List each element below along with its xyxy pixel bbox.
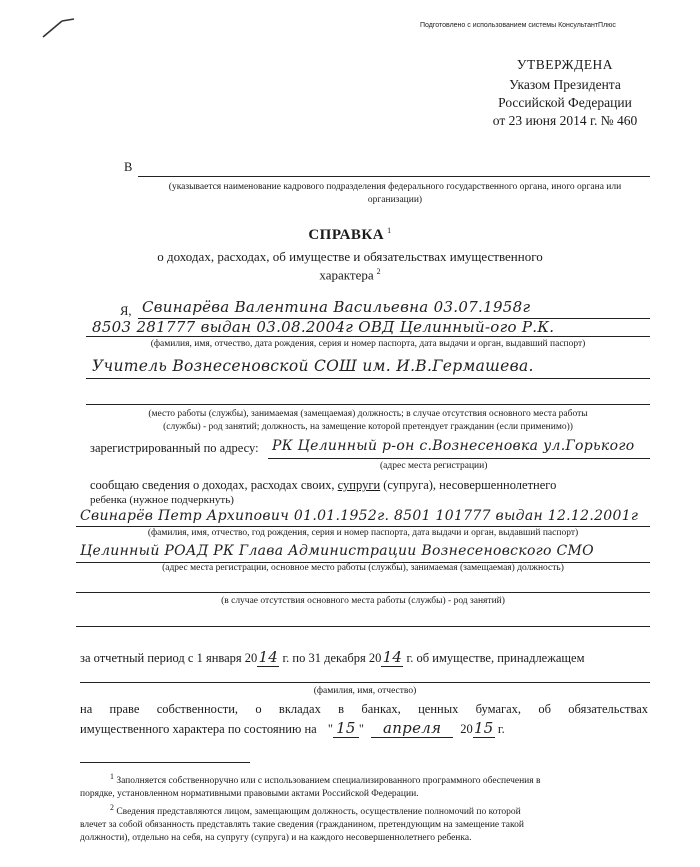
declarant-caption-2-line-1: (место работы (службы), занимаемая (замещаемая) должность; в случае отсутствия основного места работы bbox=[148, 409, 588, 419]
spouse-text-part-a: сообщаю сведения о доходах, расходах своих, bbox=[90, 478, 335, 492]
spouse-line-1 bbox=[76, 526, 650, 527]
addressee-caption: (указывается наименование кадрового подразделения федерального государственного органа, иного органа или организации) bbox=[168, 182, 622, 205]
quote-open: " bbox=[327, 722, 333, 736]
period-line bbox=[80, 648, 652, 667]
address-label: зарегистрированный по адресу: bbox=[90, 441, 259, 455]
period-year-to-handwritten: 14 bbox=[382, 648, 403, 666]
address-line bbox=[268, 458, 650, 459]
doc-subtitle-2 bbox=[0, 267, 700, 283]
spouse-text-line-1 bbox=[90, 478, 650, 493]
address-handwritten: РК Целинный р-он с.Вознесеновка ул.Горького bbox=[272, 438, 635, 454]
doc-title-text: СПРАВКА bbox=[308, 227, 385, 243]
declarant-line-4 bbox=[86, 404, 650, 405]
footnote-2-mark: 2 bbox=[110, 803, 114, 813]
doc-title-footnote-mark: 1 bbox=[387, 226, 392, 235]
doc-subtitle-footnote-mark: 2 bbox=[376, 267, 381, 276]
spouse-line-4 bbox=[76, 626, 650, 627]
footnote-2 bbox=[80, 801, 650, 819]
declarant-prefix: Я, bbox=[120, 304, 132, 318]
spouse-text-part-c: (супруга), несовершеннолетнего bbox=[383, 478, 557, 492]
doc-subtitle-2-text: характера bbox=[319, 267, 374, 283]
date-year-handwritten: 15 bbox=[473, 719, 494, 737]
date-month-handwritten: апреля bbox=[371, 719, 453, 738]
spouse-work-handwritten: Целинный РОАД РК Глава Администрации Вознесеновского СМО bbox=[80, 543, 594, 559]
addressee-prefix: В bbox=[124, 160, 133, 174]
period-text-c: г. об имуществе, принадлежащем bbox=[406, 651, 585, 665]
addressee-line bbox=[138, 176, 650, 177]
approval-block bbox=[470, 56, 660, 130]
quote-close: " bbox=[358, 722, 365, 736]
footnote-1 bbox=[80, 770, 650, 788]
spouse-line-3 bbox=[76, 592, 650, 593]
spouse-text-line-2: ребенка (нужное подчеркнуть) bbox=[90, 494, 234, 506]
declarant-passport-handwritten: 8503 281777 выдан 03.08.2004г ОВД Целинный-ого Р.К. bbox=[92, 318, 555, 336]
date-year-prefix: 20 bbox=[460, 722, 473, 736]
footnotes bbox=[80, 770, 650, 845]
pen-mark-icon bbox=[40, 15, 80, 41]
footnote-1-line-1: Заполняется собственноручно или с использованием специализированного программного обеспечения в bbox=[116, 776, 541, 787]
footnote-2-line-2: влечет за собой обязанность представлять такие сведения (гражданином, претендующим на замещение такой bbox=[80, 820, 524, 831]
approval-line-3: от 23 июня 2014 г. № 460 bbox=[492, 113, 638, 128]
address-caption: (адрес места регистрации) bbox=[380, 461, 488, 471]
declarant-caption-2 bbox=[86, 408, 650, 434]
period-line-owner bbox=[80, 682, 650, 683]
period-text-b: г. по 31 декабря 20 bbox=[282, 651, 382, 665]
spouse-caption-2: (адрес места регистрации, основное место работы (службы), занимаемая (замещаемая) должность) bbox=[162, 563, 564, 573]
date-day-handwritten: 15 bbox=[333, 719, 359, 738]
period-text-2-as-of: имущественного характера по состоянию на bbox=[80, 722, 317, 736]
prepared-note: Подготовлено с использованием системы КонсультантПлюс bbox=[420, 22, 616, 29]
declarant-caption-2-line-2: (службы) - род занятий; должность, на замещение которой претендует гражданин (если применимо)) bbox=[163, 422, 573, 432]
period-caption: (фамилия, имя, отчество) bbox=[313, 686, 417, 696]
declarant-line-3 bbox=[86, 378, 650, 379]
doc-title bbox=[0, 226, 700, 244]
period-text-2-line-2 bbox=[80, 719, 505, 738]
declarant-name-handwritten: Свинарёва Валентина Васильевна 03.07.1958г bbox=[142, 298, 531, 316]
spouse-caption-3: (в случае отсутствия основного места работы (службы) - род занятий) bbox=[221, 596, 505, 606]
footnote-separator bbox=[80, 762, 250, 763]
period-text-a: за отчетный период с 1 января 20 bbox=[80, 651, 258, 665]
date-year-suffix: г. bbox=[497, 722, 505, 736]
period-year-from-handwritten: 14 bbox=[258, 648, 279, 666]
declarant-caption-1: (фамилия, имя, отчество, дата рождения, серия и номер паспорта, дата выдачи и орган, выдавший паспорт) bbox=[150, 339, 586, 349]
declarant-work-handwritten: Учитель Вознесеновской СОШ им. И.В.Гермашева. bbox=[92, 357, 534, 375]
footnote-1-line-2: порядке, установленном нормативными правовыми актами Российской Федерации. bbox=[80, 789, 419, 800]
declarant-line-2 bbox=[86, 336, 650, 337]
approval-line-2: Российской Федерации bbox=[498, 95, 632, 110]
doc-subtitle-1: о доходах, расходах, об имуществе и обязательствах имущественного bbox=[157, 249, 543, 264]
period-text-2-line-1: на праве собственности, о вкладах в банках, ценных бумагах, об обязательствах bbox=[80, 702, 648, 716]
spouse-underlined-word: супруги bbox=[337, 478, 381, 492]
footnote-2-line-3: должности), отдельно на себя, на супругу (супруга) и на каждого несовершеннолетнего ребенка. bbox=[80, 833, 472, 844]
approval-title: УТВЕРЖДЕНА bbox=[516, 57, 614, 72]
footnote-1-mark: 1 bbox=[110, 772, 114, 781]
approval-line-1: Указом Президента bbox=[509, 77, 621, 92]
footnote-2-line-1: Сведения представляются лицом, замещающим должность, осуществление полномочий по которой bbox=[116, 807, 521, 818]
spouse-name-handwritten: Свинарёв Петр Архипович 01.01.1952г. 8501 101777 выдан 12.12.2001г bbox=[80, 508, 639, 524]
spouse-caption-1: (фамилия, имя, отчество, год рождения, серия и номер паспорта, дата выдачи и орган, выдавший паспорт) bbox=[147, 528, 579, 538]
